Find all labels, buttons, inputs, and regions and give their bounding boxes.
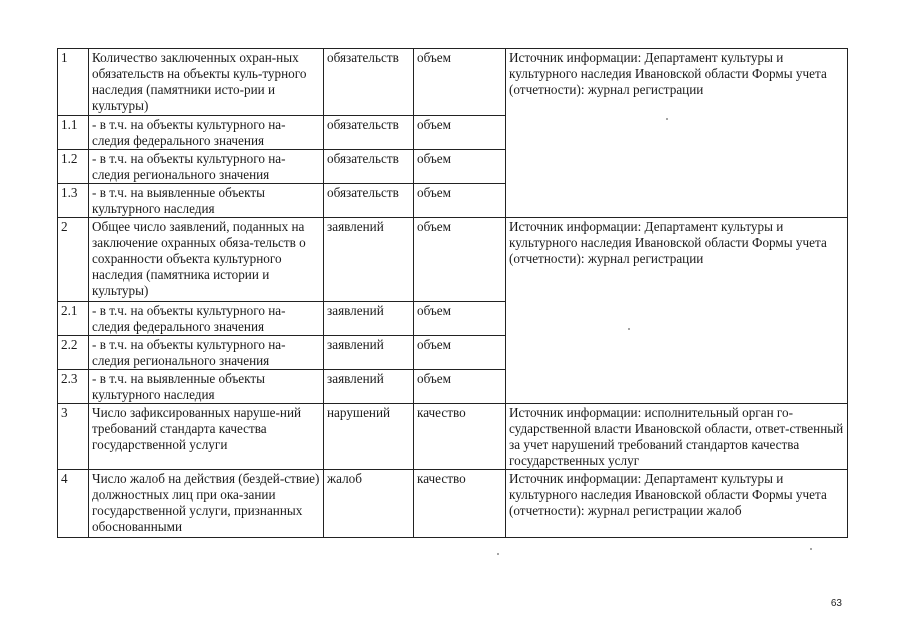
indicator-name: - в т.ч. на выявленные объекты культурного наследия [89, 184, 324, 218]
row-number: 1.2 [58, 150, 89, 184]
information-source: Источник информации: Департамент культуры и культурного наследия Ивановской области Формы учета (отчетности): журнал регистрации [506, 218, 848, 404]
indicator-type: объем [414, 116, 506, 150]
scan-speck [666, 118, 668, 120]
table-row [58, 49, 848, 116]
unit-of-measure: обязательств [324, 49, 414, 116]
scan-speck [810, 548, 812, 550]
indicator-name: - в т.ч. на объекты культурного на-следия федерального значения [89, 116, 324, 150]
unit-of-measure: заявлений [324, 302, 414, 336]
indicators-table [57, 48, 848, 538]
indicator-name: Число зафиксированных наруше-ний требований стандарта качества государственной услуги [89, 404, 324, 470]
row-number: 2.3 [58, 370, 89, 404]
row-number: 2.2 [58, 336, 89, 370]
unit-of-measure: обязательств [324, 116, 414, 150]
table-row [58, 218, 848, 302]
indicator-name: - в т.ч. на объекты культурного на-следия регионального значения [89, 150, 324, 184]
indicator-type: качество [414, 404, 506, 470]
row-number: 3 [58, 404, 89, 470]
indicator-name: Число жалоб на действия (бездей-ствие) должностных лиц при ока-зании государственной услуги, признанных обоснованными [89, 470, 324, 538]
row-number: 4 [58, 470, 89, 538]
indicator-name: Количество заключенных охран-ных обязательств на объекты куль-турного наследия (памятники исто-рии и культуры) [89, 49, 324, 116]
table-row [58, 470, 848, 538]
row-number: 1.3 [58, 184, 89, 218]
scan-speck [497, 553, 499, 555]
indicators-table-body [58, 49, 848, 538]
row-number: 1.1 [58, 116, 89, 150]
information-source: Источник информации: Департамент культуры и культурного наследия Ивановской области Формы учета (отчетности): журнал регистрации [506, 49, 848, 218]
indicator-name: - в т.ч. на объекты культурного на-следия регионального значения [89, 336, 324, 370]
indicator-type: объем [414, 302, 506, 336]
unit-of-measure: нарушений [324, 404, 414, 470]
unit-of-measure: обязательств [324, 184, 414, 218]
unit-of-measure: заявлений [324, 336, 414, 370]
row-number: 2 [58, 218, 89, 302]
unit-of-measure: обязательств [324, 150, 414, 184]
indicator-type: объем [414, 370, 506, 404]
row-number: 1 [58, 49, 89, 116]
indicator-name: - в т.ч. на выявленные объекты культурного наследия [89, 370, 324, 404]
indicator-type: качество [414, 470, 506, 538]
information-source: Источник информации: исполнительный орган го-сударственной власти Ивановской области, ответ-ственный за учет нарушений требований стандартов качества государственных услуг [506, 404, 848, 470]
unit-of-measure: заявлений [324, 218, 414, 302]
unit-of-measure: жалоб [324, 470, 414, 538]
indicator-name: - в т.ч. на объекты культурного на-следия федерального значения [89, 302, 324, 336]
table-row [58, 404, 848, 470]
information-source: Источник информации: Департамент культуры и культурного наследия Ивановской области Формы учета (отчетности): журнал регистрации жалоб [506, 470, 848, 538]
indicator-type: объем [414, 336, 506, 370]
scan-speck [628, 328, 630, 330]
page-number: 63 [830, 598, 842, 609]
indicator-type: объем [414, 184, 506, 218]
indicator-type: объем [414, 150, 506, 184]
row-number: 2.1 [58, 302, 89, 336]
indicator-type: объем [414, 218, 506, 302]
unit-of-measure: заявлений [324, 370, 414, 404]
indicator-type: объем [414, 49, 506, 116]
indicator-name: Общее число заявлений, поданных на заключение охранных обяза-тельств о сохранности объекта культурного наследия (памятника истории и культуры) [89, 218, 324, 302]
